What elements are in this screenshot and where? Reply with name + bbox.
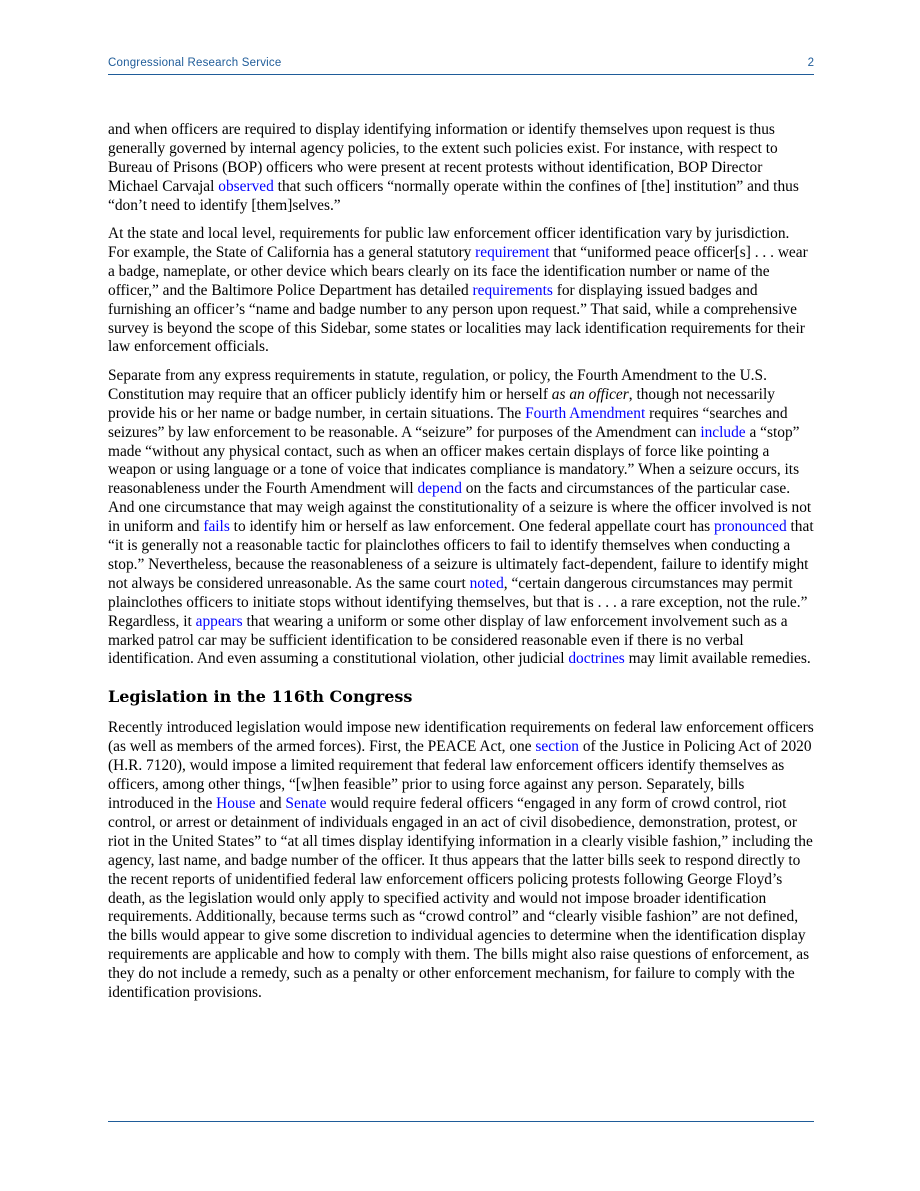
text-run: that “uniformed peace officer[s] . . . wear a badge, nameplate, or other device which bears clearly on its face the identification number or name of the officer,” and the Baltimore Police Department has detailed — [108, 243, 808, 299]
paragraph-state-local — [108, 225, 814, 357]
text-run: At the state and local level, requirements for public law enforcement officer identification vary by jurisdiction. For example, the State of California has a general statutory — [108, 225, 790, 261]
link-house[interactable]: House — [216, 795, 256, 812]
text-run: , though not necessarily provide his or her name or badge number, in certain situations. The — [108, 385, 775, 422]
page-number: 2 — [807, 57, 814, 69]
header-source: Congressional Research Service — [108, 57, 282, 69]
text-run: on the facts and circumstances of the particular case. And one circumstance that may weigh against the constitutionality of a seizure is where the officer involved is not in uniform and — [108, 480, 812, 536]
text-run: that such officers “normally operate within the confines of [the] institution” and thus “don’t need to identify [them]selves.” — [108, 177, 799, 214]
link-depend[interactable]: depend — [417, 480, 462, 498]
text-run: would require federal officers “engaged in any form of crowd control, riot control, or arrest or detainment of individuals engaged in an act of civil disobedience, demonstration, protest, or riot in the United States” to “at all times display identifying information in a clearly visible fashion,” including the agency, last name, and badge number of the officer. It thus appears that the latter bills seek to respond directly to the recent reports of unidentified federal law enforcement officers policing protests following George Floyd’s death, as the legislation would only apply to specified activity and would not impose broader identification requirements. Additionally, because terms such as “crowd control” and “clearly visible fashion” are not defined, the bills would appear to give some discretion to individual agencies to determine when the identification display requirements are applicable and how to comply with them. The bills might also raise questions of enforcement, as they do not include a remedy, such as a penalty or other enforcement mechanism, for failure to comply with the identification provisions. — [108, 795, 813, 1002]
link-fourth-amendment[interactable]: Fourth Amendment — [525, 404, 646, 422]
link-doctrines[interactable]: doctrines — [568, 650, 625, 668]
text-run: that wearing a uniform or some other display of law enforcement involvement such as a marked patrol car may be sufficient identification to be considered reasonable even if there is no verbal identification. And even assuming a constitutional violation, other judicial — [108, 612, 788, 668]
text-run: and — [255, 795, 286, 812]
paragraph-fourth-amendment — [108, 367, 814, 670]
link-section[interactable]: section — [535, 738, 580, 756]
link-appears[interactable]: appears — [195, 612, 243, 630]
running-header — [108, 57, 814, 75]
text-run: to identify him or herself as law enforcement. One federal appellate court has — [229, 518, 715, 536]
paragraph-legislation — [108, 719, 814, 1003]
text-run: requires “searches and seizures” by law enforcement to be reasonable. A “seizure” for purposes of the Amendment can — [108, 404, 788, 441]
section-heading: Legislation in the 116th Congress — [108, 687, 413, 707]
link-observed[interactable]: observed — [218, 177, 274, 195]
link-requirement[interactable]: requirement — [475, 243, 550, 261]
link-fails[interactable]: fails — [203, 518, 230, 536]
text-run: Separate from any express requirements in statute, regulation, or policy, the Fourth Amendment to the U.S. Constitution may require that an officer publicly identify him or herself — [108, 366, 767, 403]
footer-divider — [108, 1121, 814, 1122]
link-senate[interactable]: Senate — [285, 795, 327, 812]
paragraph-agency-policies — [108, 121, 814, 216]
text-run: may limit available remedies. — [624, 650, 811, 668]
text-run: that “it is generally not a reasonable tactic for plainclothes officers to fail to identify themselves when conducting a stop.” Nevertheless, because the reasonableness of a seizure is ultimately fact-dependent, failure to identify might not always be considered unreasonable. As the same court — [108, 518, 814, 592]
body-text — [108, 121, 814, 1012]
link-requirements[interactable]: requirements — [472, 281, 553, 299]
text-run: , “certain dangerous circumstances may permit plainclothes officers to initiate stops without identifying themselves, but that is . . . a rare exception, not the rule.” Regardless, it — [108, 574, 808, 630]
text-run: Recently introduced legislation would impose new identification requirements on federal law enforcement officers (as well as members of the armed forces). First, the PEACE Act, one — [108, 719, 814, 756]
link-noted[interactable]: noted — [469, 574, 504, 592]
text-run: and when officers are required to display identifying information or identify themselves upon request is thus generally governed by internal agency policies, to the extent such policies exist. For instance, with respect to Bureau of Prisons (BOP) officers who were present at recent protests without identification, BOP Director Michael Carvajal — [108, 121, 778, 195]
emphasis-as-an-officer: as an officer — [551, 385, 629, 403]
link-pronounced[interactable]: pronounced — [714, 518, 787, 536]
link-include[interactable]: include — [700, 423, 746, 441]
text-run: of the Justice in Policing Act of 2020 (H.R. 7120), would impose a limited requirement that federal law enforcement officers identify themselves as officers, among other things, “[w]hen feasible” prior to using force against any person. Separately, bills introduced in the — [108, 738, 812, 812]
text-run: for displaying issued badges and furnishing an officer’s “name and badge number to any person upon request.” That said, while a comprehensive survey is beyond the scope of this Sidebar, some states or localities may lack identification requirements for their law enforcement officials. — [108, 281, 805, 356]
text-run: a “stop” made “without any physical contact, such as when an officer makes certain displays of force like pointing a weapon or using language or a tone of voice that indicates compliance is mandatory.” When a seizure occurs, its reasonableness under the Fourth Amendment will — [108, 423, 800, 498]
